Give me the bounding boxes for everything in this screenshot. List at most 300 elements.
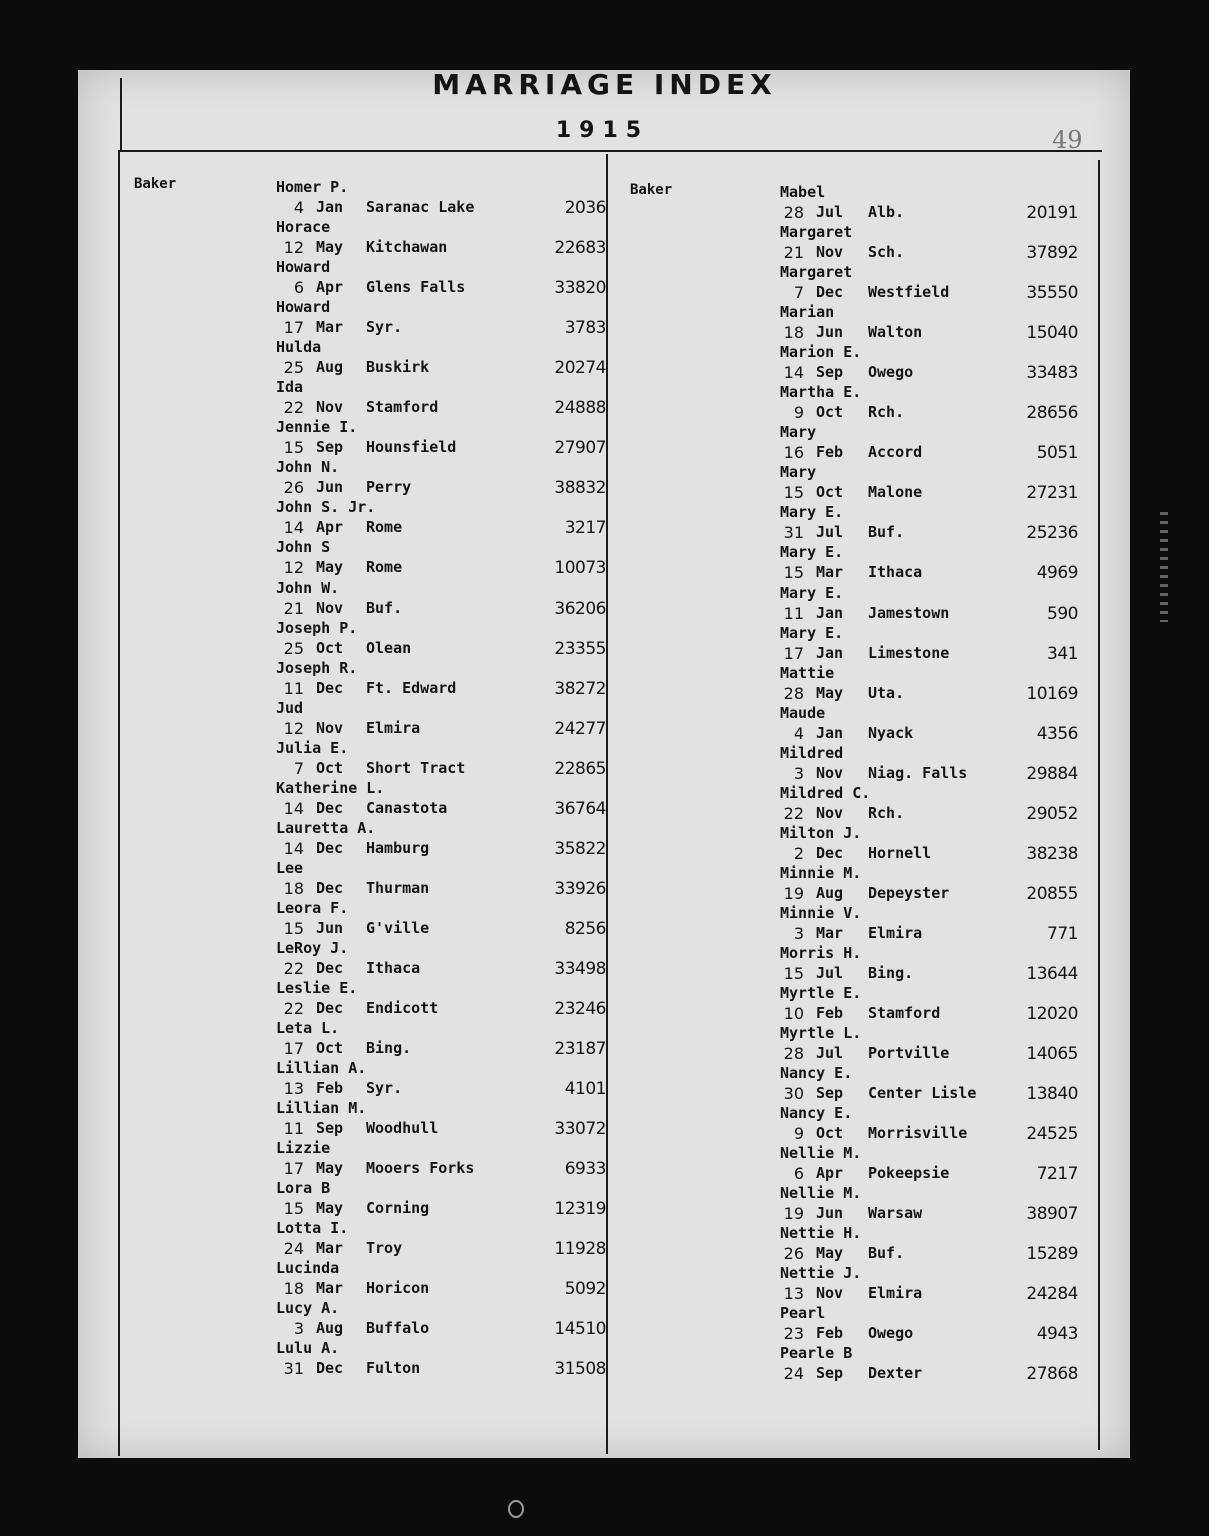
page-number: 49 [1052,126,1083,154]
certificate-number: 15289 [1026,1244,1078,1265]
marriage-day: 12 [283,718,304,738]
certificate-number: 12020 [1026,1004,1078,1024]
marriage-month: Mar [816,923,844,942]
given-name: Howard [276,258,331,277]
certificate-number: 22865 [554,758,606,779]
marriage-month: May [316,1159,344,1178]
marriage-month: Jan [316,198,344,216]
given-name: Marian [780,303,835,322]
marriage-place: Accord [868,443,923,462]
marriage-place: Pokeepsie [868,1164,950,1183]
marriage-day: 17 [283,1159,304,1179]
marriage-month: Apr [316,518,344,537]
certificate-number: 33926 [554,878,606,899]
marriage-day: 23 [783,1324,804,1344]
marriage-day: 16 [783,443,804,463]
marriage-place: Warsaw [868,1204,923,1223]
given-name: Martha E. [780,383,862,402]
certificate-number: 23187 [554,1039,606,1060]
given-name: Ida [276,378,304,397]
marriage-place: Rch. [868,403,905,422]
marriage-place: Woodhull [366,1119,439,1138]
certificate-number: 37892 [1026,243,1078,264]
marriage-place: Elmira [868,1284,923,1303]
marriage-place: Fulton [366,1359,421,1378]
given-name: Leslie E. [276,979,358,997]
marriage-month: Sep [316,438,344,457]
marriage-place: Ft. Edward [366,678,457,697]
certificate-number: 11928 [554,1239,606,1260]
certificate-number: 3217 [564,518,606,539]
given-name: Lucinda [276,1259,340,1278]
given-name: Joseph R. [276,658,358,677]
marriage-day: 4 [793,723,804,743]
marriage-place: Ithaca [366,958,421,977]
marriage-place: Owego [868,363,914,382]
certificate-number: 31508 [554,1359,606,1380]
given-name: Nellie M. [780,1144,862,1163]
certificate-number: 20855 [1026,883,1078,904]
given-name: Mildred [780,743,844,762]
marriage-day: 13 [283,1079,304,1099]
certificate-number: 29884 [1026,763,1078,784]
given-name: Leora F. [276,898,349,917]
marriage-day: 17 [783,643,804,663]
marriage-month: Dec [316,798,344,817]
marriage-day: 15 [283,918,304,938]
given-name: Mattie [780,663,835,682]
marriage-month: Dec [316,878,344,897]
certificate-number: 8256 [564,918,606,939]
marriage-day: 14 [283,518,304,538]
marriage-month: Nov [816,1284,844,1303]
given-name: Pearl [780,1304,826,1323]
given-name: Lauretta A. [276,818,376,837]
certificate-number: 27868 [1026,1364,1078,1385]
given-name: Jennie I. [276,418,358,437]
given-name: Mildred C. [780,783,871,802]
marriage-place: Dexter [868,1364,923,1383]
marriage-place: Nyack [868,723,914,742]
marriage-day: 15 [283,1199,304,1219]
marriage-month: Dec [816,843,844,862]
document-title: MARRIAGE INDEX [432,68,777,101]
marriage-month: Nov [816,763,844,782]
marriage-place: Stamford [868,1004,941,1022]
certificate-number: 35550 [1026,283,1078,304]
marriage-place: Hornell [868,843,932,862]
certificate-number: 27231 [1026,483,1078,504]
given-name: Lucy A. [276,1299,340,1318]
certificate-number: 25236 [1026,523,1078,544]
marriage-place: Portville [868,1044,950,1063]
right-surname: Baker [630,182,673,198]
marriage-day: 14 [783,363,804,383]
marriage-place: Bing. [868,963,914,982]
given-name: Margaret [780,263,853,282]
marriage-month: Oct [816,403,844,422]
marriage-place: Westfield [868,283,950,302]
marriage-day: 18 [283,878,304,898]
marriage-month: Jul [816,1044,844,1063]
given-name: Lillian A. [276,1059,367,1078]
marriage-day: 6 [793,1164,804,1184]
marriage-month: Dec [316,1359,344,1378]
given-name: Mary E. [780,503,844,522]
certificate-number: 24284 [1026,1284,1078,1305]
marriage-day: 28 [783,203,804,222]
certificate-number: 23355 [554,638,606,659]
given-name: Katherine L. [276,778,385,797]
marriage-day: 11 [283,678,304,698]
given-name: LeRoy J. [276,938,349,957]
certificate-number: 20274 [554,358,606,379]
marriage-place: Troy [366,1239,403,1258]
marriage-day: 22 [283,958,304,978]
marriage-place: Elmira [868,923,923,942]
marriage-place: Horicon [366,1279,430,1298]
given-name: Mary [780,423,817,442]
given-name: Nancy E. [780,1064,853,1083]
certificate-number: 6933 [564,1159,606,1180]
given-name: Milton J. [780,823,862,842]
certificate-number: 4943 [1036,1324,1078,1345]
marriage-place: Hamburg [366,838,430,857]
marriage-place: Sch. [868,243,905,262]
given-name: John N. [276,458,340,477]
marriage-place: Canastota [366,798,448,817]
left-surname: Baker [134,176,177,192]
marriage-day: 15 [783,563,804,583]
given-name: Lora B [276,1179,331,1198]
given-name: Howard [276,298,331,317]
given-name: Minnie V. [780,903,862,922]
given-name: Maude [780,703,826,722]
marriage-day: 2 [793,843,804,863]
given-name: Mary [780,463,817,482]
marriage-place: Limestone [868,643,950,662]
certificate-number: 29052 [1026,803,1078,824]
marriage-month: May [316,558,344,577]
certificate-number: 38907 [1026,1204,1078,1225]
marriage-place: G'ville [366,918,430,937]
given-name: Myrtle L. [780,1024,862,1043]
marriage-month: Jun [816,1204,844,1223]
marriage-day: 12 [283,238,304,258]
marriage-month: May [316,238,344,257]
certificate-number: 590 [1047,603,1078,624]
given-name: Mary E. [780,583,844,602]
marriage-place: Buf. [868,1244,905,1263]
marriage-place: Syr. [366,318,403,337]
certificate-number: 38238 [1026,843,1078,864]
certificate-number: 23246 [554,999,606,1019]
marriage-month: Feb [816,443,844,462]
marriage-day: 22 [283,398,304,418]
marriage-place: Rome [366,558,403,577]
certificate-number: 2036 [564,198,606,218]
marriage-day: 9 [793,403,804,423]
marriage-month: Sep [816,363,844,382]
marriage-month: Jul [816,963,844,982]
given-name: Leta L. [276,1019,340,1038]
certificate-number: 33820 [554,278,606,299]
marriage-day: 17 [283,1039,304,1059]
marriage-place: Rome [366,518,403,537]
marriage-month: May [316,1199,344,1218]
marriage-place: Owego [868,1324,914,1343]
marriage-month: Sep [816,1084,844,1103]
certificate-number: 4356 [1036,723,1078,744]
marriage-month: Aug [316,358,344,377]
marriage-day: 14 [283,838,304,858]
certificate-number: 5051 [1036,443,1078,464]
marriage-day: 17 [283,318,304,338]
marriage-month: Nov [816,803,844,822]
marriage-day: 7 [793,283,804,303]
given-name: Lillian M. [276,1099,367,1118]
marriage-month: Feb [816,1004,844,1022]
given-name: Mary E. [780,543,844,562]
marriage-day: 15 [283,438,304,458]
marriage-month: Mar [816,563,844,582]
marriage-month: Aug [316,1319,344,1338]
given-name: John S. Jr. [276,498,376,517]
given-name: Julia E. [276,738,349,757]
marriage-month: Nov [316,718,344,737]
marriage-month: Feb [316,1079,344,1098]
certificate-number: 20191 [1026,203,1078,223]
marriage-month: Oct [816,483,844,502]
marriage-day: 19 [783,883,804,903]
given-name: Hulda [276,338,322,357]
marriage-place: Alb. [868,203,905,221]
column-divider [606,154,608,1454]
marriage-month: Dec [316,838,344,857]
marriage-day: 21 [283,598,304,618]
given-name: Joseph P. [276,618,358,637]
certificate-number: 33483 [1026,363,1078,384]
marriage-place: Uta. [868,683,905,702]
certificate-number: 35822 [554,838,606,859]
marriage-day: 10 [783,1004,804,1023]
marriage-day: 24 [283,1239,304,1259]
marriage-month: Apr [816,1164,844,1183]
marriage-place: Hounsfield [366,438,457,457]
marriage-month: Dec [316,678,344,697]
marriage-place: Stamford [366,398,439,417]
marriage-day: 24 [783,1364,804,1384]
marriage-day: 15 [783,483,804,503]
marriage-day: 25 [283,638,304,658]
given-name: Horace [276,218,331,237]
marriage-place: Kitchawan [366,238,448,257]
marriage-day: 22 [283,999,304,1018]
given-name: Nettie H. [780,1224,862,1243]
marriage-month: Dec [316,999,344,1017]
marriage-month: Mar [316,1239,344,1258]
marriage-place: Thurman [366,878,430,897]
marriage-month: Sep [816,1364,844,1383]
given-name: Margaret [780,223,853,242]
certificate-number: 5092 [564,1279,606,1300]
marriage-day: 9 [793,1124,804,1144]
certificate-number: 33498 [554,958,606,979]
given-name: Lotta I. [276,1219,349,1238]
marriage-day: 30 [783,1084,804,1104]
marriage-place: Depeyster [868,883,950,902]
right-border-rule [1098,160,1100,1450]
marriage-day: 13 [783,1284,804,1304]
certificate-number: 14510 [554,1319,606,1340]
marriage-day: 3 [293,1319,304,1339]
marriage-place: Center Lisle [868,1084,977,1103]
marriage-month: Aug [816,883,844,902]
film-edge-mark [1160,512,1168,622]
marriage-place: Short Tract [366,758,466,777]
marriage-month: Dec [316,958,344,977]
left-border-rule [118,150,120,1456]
marriage-month: Feb [816,1324,844,1343]
film-registration-mark [508,1500,524,1518]
given-name: Morris H. [780,943,862,962]
certificate-number: 24525 [1026,1124,1078,1145]
marriage-place: Walton [868,323,923,342]
given-name: Mabel [780,183,826,201]
marriage-month: Dec [816,283,844,302]
marriage-day: 3 [793,923,804,943]
certificate-number: 14065 [1026,1044,1078,1065]
marriage-day: 31 [283,1359,304,1379]
marriage-place: Buf. [868,523,905,542]
marriage-day: 21 [783,243,804,263]
given-name: Lizzie [276,1139,331,1158]
certificate-number: 13644 [1026,963,1078,984]
marriage-place: Ithaca [868,563,923,582]
marriage-place: Elmira [366,718,421,737]
certificate-number: 24277 [554,718,606,739]
marriage-day: 25 [283,358,304,378]
marriage-month: Oct [316,758,344,777]
marriage-month: Jan [816,603,844,622]
given-name: Nellie M. [780,1184,862,1203]
certificate-number: 36206 [554,598,606,619]
marriage-day: 15 [783,963,804,983]
certificate-number: 24888 [554,398,606,419]
certificate-number: 4101 [564,1079,606,1100]
marriage-place: Perry [366,478,412,497]
marriage-day: 18 [283,1279,304,1299]
marriage-place: Saranac Lake [366,198,475,216]
certificate-number: 13840 [1026,1084,1078,1105]
marriage-day: 12 [283,558,304,578]
marriage-month: Jun [316,478,344,497]
certificate-number: 28656 [1026,403,1078,424]
marriage-day: 28 [783,683,804,703]
given-name: Homer P. [276,178,349,196]
certificate-number: 33072 [554,1119,606,1140]
marriage-month: Mar [316,318,344,337]
marriage-month: May [816,1244,844,1263]
marriage-place: Syr. [366,1079,403,1098]
certificate-number: 12319 [554,1199,606,1220]
certificate-number: 10169 [1026,683,1078,704]
certificate-number: 22683 [554,238,606,259]
marriage-month: Oct [316,638,344,657]
certificate-number: 36764 [554,798,606,819]
given-name: Lulu A. [276,1339,340,1358]
marriage-month: Nov [316,598,344,617]
certificate-number: 341 [1047,643,1078,664]
marriage-month: Nov [316,398,344,417]
marriage-place: Endicott [366,999,439,1017]
given-name: Marion E. [780,343,862,362]
marriage-place: Buffalo [366,1319,430,1338]
marriage-day: 18 [783,323,804,343]
marriage-place: Corning [366,1199,430,1218]
given-name: Myrtle E. [780,984,862,1002]
marriage-month: Jun [816,323,844,342]
given-name: Pearle B [780,1344,853,1363]
marriage-month: Oct [316,1039,344,1058]
given-name: Nettie J. [780,1264,862,1283]
certificate-number: 38832 [554,478,606,499]
marriage-day: 19 [783,1204,804,1224]
marriage-month: Nov [816,243,844,262]
document-year: 1915 [555,118,650,143]
marriage-day: 28 [783,1044,804,1064]
marriage-month: Jan [816,723,844,742]
marriage-day: 4 [293,198,304,217]
marriage-place: Morrisville [868,1124,968,1143]
marriage-place: Niag. Falls [868,763,968,782]
marriage-day: 11 [783,603,804,623]
marriage-day: 26 [783,1244,804,1264]
marriage-day: 7 [293,758,304,778]
marriage-day: 6 [293,278,304,298]
marriage-month: Sep [316,1119,344,1138]
given-name: Mary E. [780,623,844,642]
certificate-number: 7217 [1036,1164,1078,1185]
header-rule [122,150,1102,152]
certificate-number: 27907 [554,438,606,459]
marriage-place: Malone [868,483,923,502]
marriage-place: Mooers Forks [366,1159,475,1178]
marriage-place: Glens Falls [366,278,466,297]
given-name: Minnie M. [780,863,862,882]
certificate-number: 15040 [1026,323,1078,344]
given-name: Jud [276,698,304,717]
given-name: John S [276,538,331,557]
certificate-number: 3783 [564,318,606,339]
marriage-month: Oct [816,1124,844,1143]
marriage-day: 22 [783,803,804,823]
certificate-number: 771 [1047,923,1078,944]
marriage-month: Jul [816,203,844,221]
certificate-number: 10073 [554,558,606,579]
marriage-place: Buf. [366,598,403,617]
marriage-day: 31 [783,523,804,543]
marriage-month: Mar [316,1279,344,1298]
marriage-month: Apr [316,278,344,297]
marriage-place: Buskirk [366,358,430,377]
marriage-month: Jul [816,523,844,542]
marriage-place: Jamestown [868,603,950,622]
marriage-day: 14 [283,798,304,818]
certificate-number: 4969 [1036,563,1078,584]
marriage-day: 11 [283,1119,304,1139]
given-name: Lee [276,858,304,877]
